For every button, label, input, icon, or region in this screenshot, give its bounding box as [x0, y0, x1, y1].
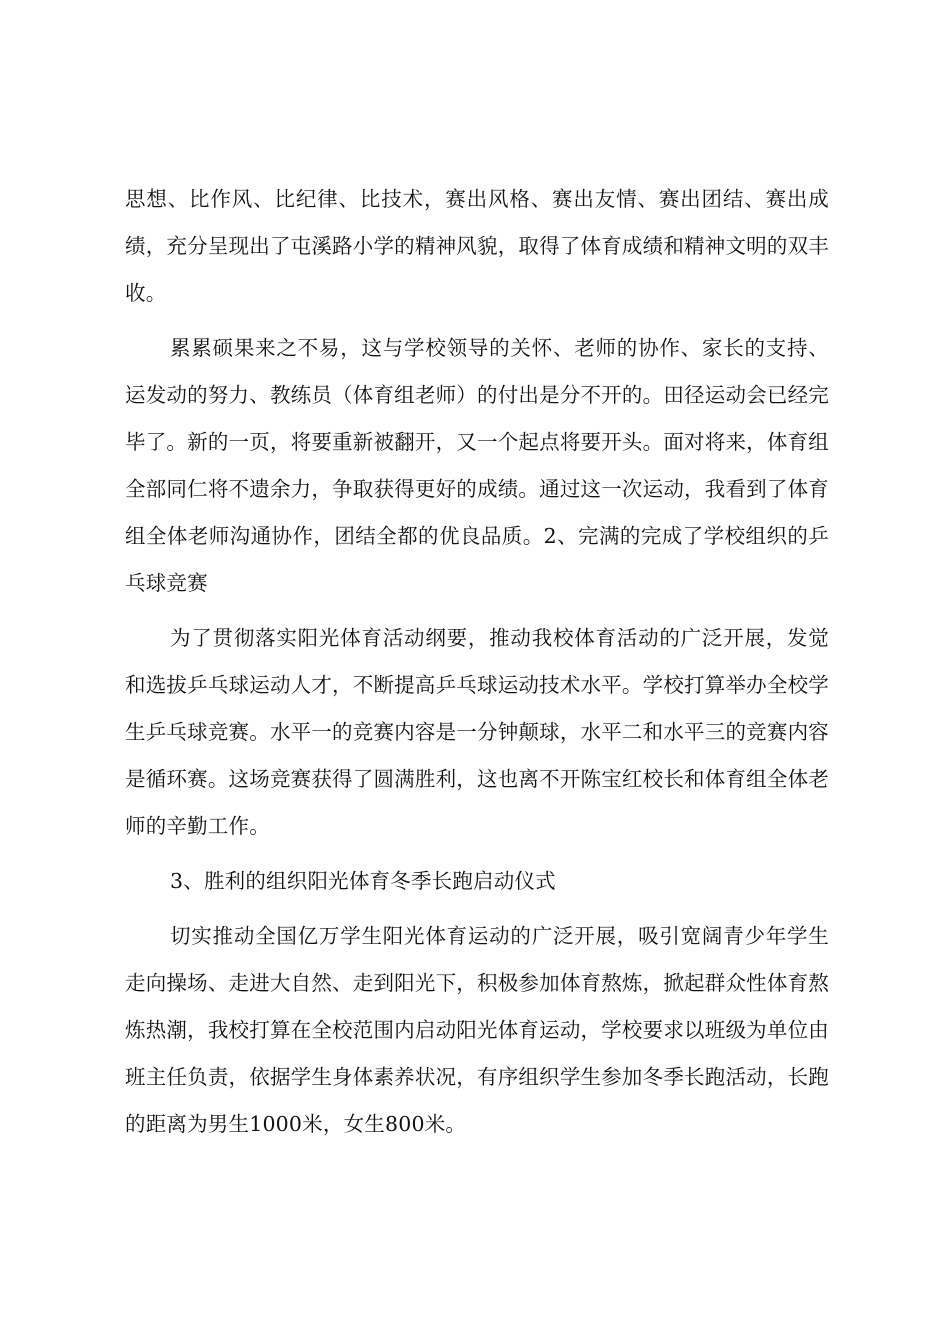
section-heading-winter-run: 3、胜利的组织阳光体育冬季长跑启动仪式 — [170, 869, 556, 893]
paragraph-winter-run: 切实推动全国亿万学生阳光体育运动的广泛开展，吸引宽阔青少年学生走向操场、走进大自然、走到阳光下，积极参加体育熬炼，掀起群众性体育熬炼热潮，我校打算在全校范围内启动阳光体育运动，学校要求以班级为单位由班主任负责，依据学生身体素养状况，有序组织学生参加冬季长跑活动，长跑的距离为男生1000米，女生800米。 — [125, 924, 829, 1136]
paragraph-table-tennis: 为了贯彻落实阳光体育活动纲要，推动我校体育活动的广泛开展，发觉和选拔乒乓球运动人才，不断提高乒乓球运动技术水平。学校打算举办全校学生乒乓球竞赛。水平一的竞赛内容是一分钟颠球，水平二和水平三的竞赛内容是循环赛。这场竞赛获得了圆满胜利，这也离不开陈宝红校长和体育组全体老师的辛勤工作。 — [125, 626, 829, 838]
document-page — [125, 176, 829, 1148]
paragraph-continuation: 思想、比作风、比纪律、比技术，赛出风格、赛出友情、赛出团结、赛出成绩，充分呈现出了屯溪路小学的精神风貌，取得了体育成绩和精神文明的双丰收。 — [125, 187, 829, 305]
paragraph-achievements: 累累硕果来之不易，这与学校领导的关怀、老师的协作、家长的支持、运发动的努力、教练员（体育组老师）的付出是分不开的。田径运动会已经完毕了。新的一页，将要重新被翻开，又一个起点将要开头。面对将来，体育组全部同仁将不遗余力，争取获得更好的成绩。通过这一次运动，我看到了体育组全体老师沟通协作，团结全都的优良品质。2、完满的完成了学校组织的乒乓球竞赛 — [125, 336, 829, 595]
